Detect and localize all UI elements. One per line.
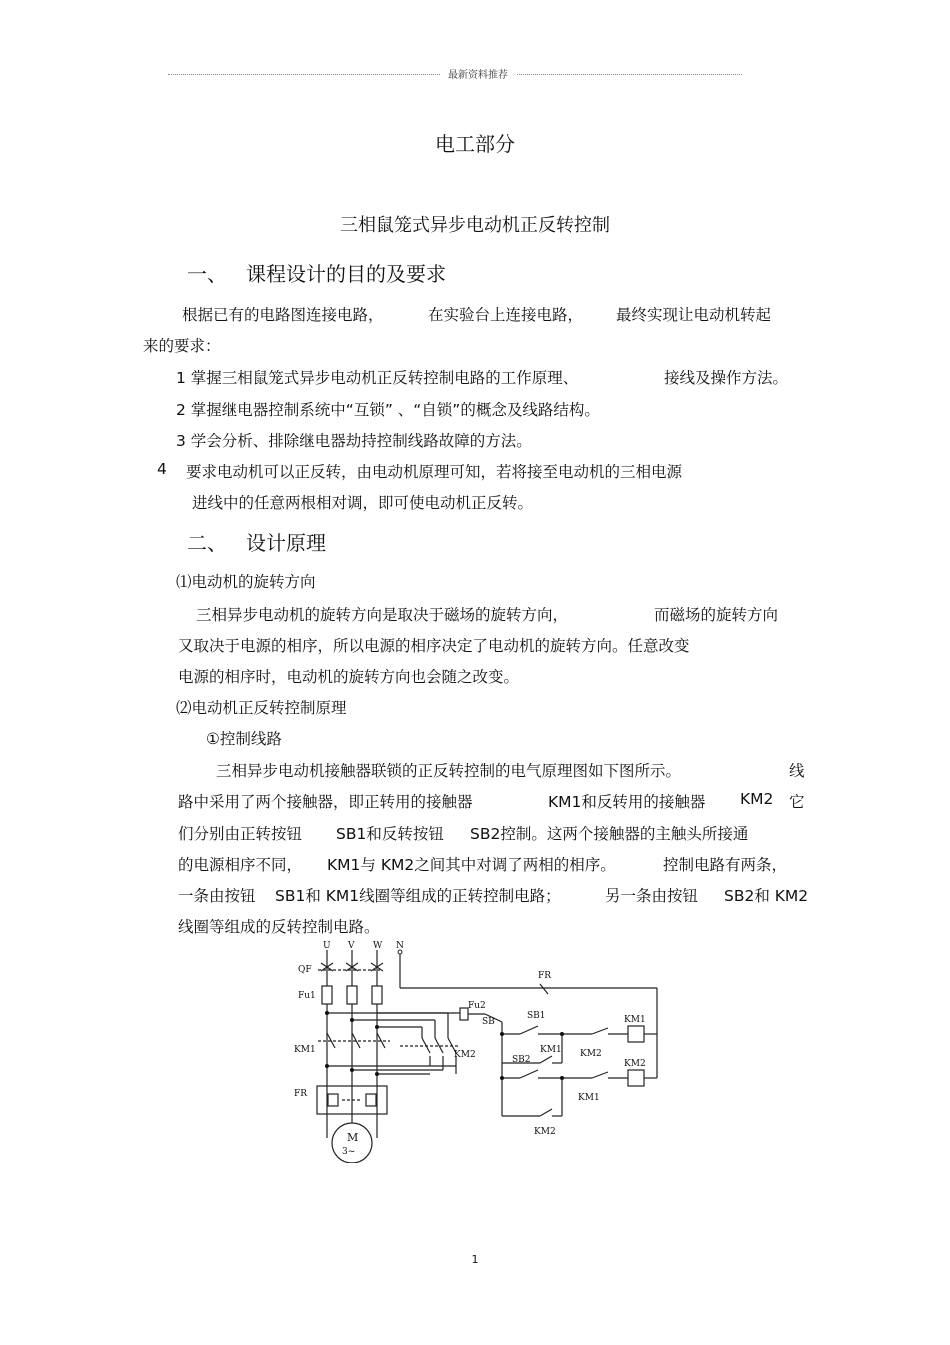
label-FR-ctrl: FR (538, 971, 552, 981)
sub1-para-3: 电源的相序时，电动机的旋转方向也会随之改变。 (178, 668, 520, 686)
goal-item-4-num: 4 (157, 460, 167, 478)
label-Fu1: Fu1 (298, 991, 316, 1001)
sub1-heading: ⑴电动机的旋转方向 (176, 573, 316, 591)
label-FR-main: FR (294, 1089, 308, 1099)
body-line4-a: 的电源相序不同， (178, 856, 303, 874)
goal-item-4b: 进线中的任意两根相对调，即可使电动机正反转。 (192, 494, 534, 512)
body-line5-c: 另一条由按钮 (605, 887, 699, 905)
body-line4-b: KM1与 KM2之间其中对调了两相的相序。 (327, 856, 616, 874)
body-line1-a: 三相异步电动机接触器联锁的正反转控制的电气原理图如下图所示。 (216, 762, 682, 780)
sub2-heading: ⑵电动机正反转控制原理 (176, 699, 347, 717)
intro-line2: 来的要求： (143, 337, 221, 355)
label-N: N (396, 941, 404, 951)
body-line6: 线圈等组成的反转控制电路。 (178, 918, 380, 936)
label-KM1-coil: KM1 (624, 1015, 646, 1025)
body-line3-c: SB2控制。这两个接触器的主触头所接通 (470, 825, 749, 843)
label-KM2-b: KM2 (534, 1127, 556, 1137)
label-motor-sub: 3~ (342, 1147, 356, 1157)
goal-item-4a: 要求电动机可以正反转，由电动机原理可知，若将接至电动机的三相电源 (186, 463, 683, 481)
label-motor: M (347, 1131, 359, 1144)
body-line5-a: 一条由按钮 (178, 887, 256, 905)
sub1-para-1a: 三相异步电动机的旋转方向是取决于磁场的旋转方向， (196, 606, 569, 624)
goal-item-1b: 接线及操作方法。 (664, 369, 789, 387)
section1-number: 一、 (187, 262, 227, 286)
body-line4-c: 控制电路有两条， (663, 856, 788, 874)
circuit-diagram (290, 938, 670, 1163)
section2-number: 二、 (187, 531, 227, 555)
label-KM1-main: KM1 (294, 1045, 316, 1055)
label-KM2-a: KM2 (580, 1049, 602, 1059)
body-line3-b: SB1和反转按钮 (336, 825, 444, 843)
section2-heading: 设计原理 (246, 531, 326, 555)
body-line5-b: SB1和 KM1线圈等组成的正转控制电路； (275, 887, 561, 905)
section1-heading: 课程设计的目的及要求 (246, 262, 446, 286)
goal-item-2: 2 掌握继电器控制系统中“互锁” 、“自锁”的概念及线路结构。 (176, 401, 600, 419)
sub1-para-1b: 而磁场的旋转方向 (654, 606, 779, 624)
header-text: 最新资料推荐 (440, 66, 516, 81)
label-U: U (323, 941, 331, 951)
label-W: W (373, 941, 383, 951)
intro-line1-a: 根据已有的电路图连接电路， (182, 306, 384, 324)
label-KM1-b: KM1 (578, 1093, 600, 1103)
body-line2-a: 路中采用了两个接触器，即正转用的接触器 (178, 793, 473, 811)
label-QF: QF (298, 965, 312, 975)
page-number: 1 (471, 1253, 479, 1266)
label-V: V (348, 941, 355, 951)
goal-item-1a: 1 掌握三相鼠笼式异步电动机正反转控制电路的工作原理、 (176, 369, 579, 387)
label-KM1-a: KM1 (540, 1045, 562, 1055)
body-line1-b: 线 (789, 762, 805, 780)
page-subtitle: 三相鼠笼式异步电动机正反转控制 (340, 215, 610, 236)
label-Fu2: Fu2 (468, 1001, 486, 1011)
label-SB2: SB2 (512, 1055, 531, 1065)
body-line2-b: KM1和反转用的接触器 (548, 793, 706, 811)
intro-line1-c: 最终实现让电动机转起 (616, 306, 772, 324)
label-KM2-main: KM2 (454, 1050, 476, 1060)
body-line5-d: SB2和 KM2 (724, 887, 809, 905)
goal-item-3: 3 学会分析、排除继电器劫持控制线路故障的方法。 (176, 432, 532, 450)
sub2-1-heading: ①控制线路 (206, 730, 282, 748)
label-SB1: SB1 (527, 1011, 546, 1021)
sub1-para-2: 又取决于电源的相序，所以电源的相序决定了电动机的旋转方向。任意改变 (178, 637, 690, 655)
intro-line1-b: 在实验台上连接电路， (428, 306, 584, 324)
label-KM2-coil: KM2 (624, 1059, 646, 1069)
label-SB: SB (482, 1017, 495, 1027)
page-title: 电工部分 (435, 132, 515, 156)
body-line3-a: 们分别由正转按钮 (178, 825, 303, 843)
body-line2-d: 它 (789, 793, 805, 811)
body-line2-c: KM2 (740, 790, 774, 808)
